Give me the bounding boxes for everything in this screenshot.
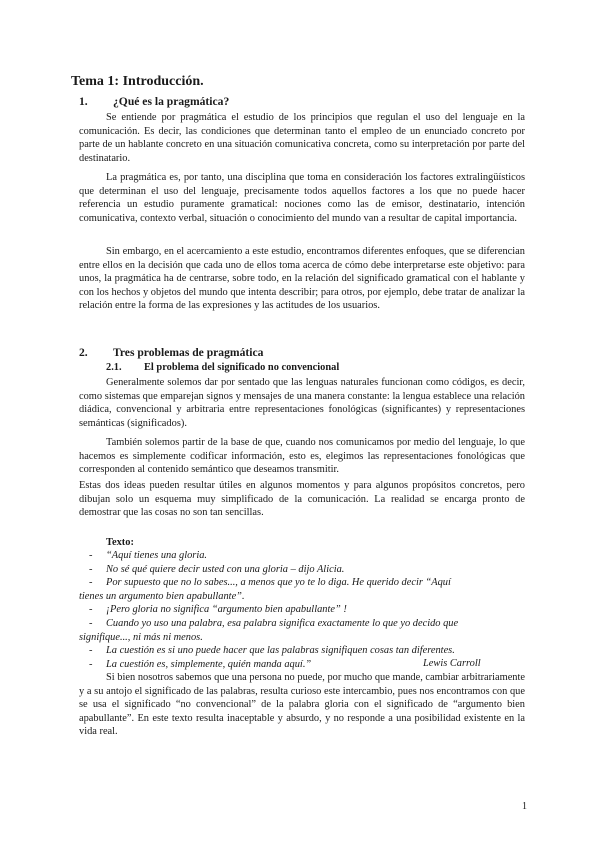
quote-text: ¡Pero gloria no significa “argumento bien apabullante” ! [106,604,347,616]
texto-label: Texto: [106,537,134,548]
quote-block [79,549,525,671]
section-1-heading [79,95,229,109]
quote-line [79,617,525,631]
quote-dash: - [89,645,93,657]
quote-line [79,576,525,590]
section-2-paragraph: Generalmente solemos dar por sentado que las lenguas naturales funcionan como códigos, es decir, como sistemas que emparejan signos y mensajes de una manera constante: la lengua establece una relación diádica, convencional y arbitraria entre representaciones fonológicas (significantes) y representaciones semánticas (significados). [79,377,525,429]
section-1-number: 1. [79,95,88,108]
subsection-2-1-number: 2.1. [106,362,122,373]
document-title: Tema 1: Introducción. [71,74,204,89]
quote-line [79,590,525,604]
subsection-2-1-title: El problema del significado no convencional [144,362,340,373]
quote-line [79,563,525,577]
section-1-title: ¿Qué es la pragmática? [113,95,230,108]
quote-author: Lewis Carroll [423,658,481,669]
quote-dash: - [89,563,93,575]
quote-text: tienes un argumento bien apabullante”. [79,590,245,602]
quote-dash: - [89,617,93,629]
quote-text: signifique..., ni más ni menos. [79,631,203,643]
section-2-paragraph: También solemos partir de la base de que, cuando nos comunicamos por medio del lenguaje, lo que hacemos es simplemente codificar información, esto es, elegimos las representaciones fonológicas que corresponden al contenido semántico que deseamos transmitir. [79,437,525,476]
quote-line [79,644,525,658]
quote-dash: - [89,577,93,589]
section-1-paragraph: Sin embargo, en el acercamiento a este estudio, encontramos diferentes enfoques, que se diferencian entre ellos en la decisión que cada uno de ellos toma acerca de cómo debe interpretarse este objetivo: para unos, la pragmática ha de centrarse, sobre todo, en la relación del significado gramatical con el hablante y con los hechos y objetos del mundo que intenta describir; para otros, por ejemplo, debe tratar de analizar la relación entre la forma de las expresiones y las actitudes de los usuarios. [79,246,525,312]
quote-line [79,603,525,617]
quote-dash: - [89,604,93,616]
quote-text: La cuestión es, simplemente, quién manda aquí.” [106,658,312,670]
quote-text: La cuestión es si uno puede hacer que las palabras signifiquen cosas tan diferentes. [106,645,455,657]
quote-text: Por supuesto que no lo sabes..., a menos que yo te lo diga. He querido decir “Aquí [106,577,451,589]
quote-text: “Aquí tienes una gloria. [106,550,208,561]
quote-text: No sé qué quiere decir usted con una gloria – dijo Alicia. [106,563,345,575]
section-2-paragraph: Estas dos ideas pueden resultar útiles en algunos momentos y para algunos propósitos concretos, pero dibujan solo un esquema muy simplificado de la comunicación. La realidad se encarga pronto de demostrar que las cosas no son tan sencillas. [79,480,525,519]
subsection-2-1-heading [106,361,339,374]
section-2-title: Tres problemas de pragmática [113,346,264,359]
closing-paragraph: Si bien nosotros sabemos que una persona no puede, por mucho que mande, cambiar arbitrariamente y a su antojo el significado de las palabras, resulta curioso este intercambio, pues nos encontramos con que se usa el significado “no convencional” de la palabra gloria con el significado de “argumento bien apabullante”. En este texto resulta inaceptable y absurdo, y no responde a una posibilidad existente en la vida real. [79,672,525,738]
section-2-number: 2. [79,346,88,359]
quote-dash: - [89,658,93,670]
quote-line [79,631,525,645]
quote-line [79,549,525,563]
quote-dash: - [89,550,93,561]
section-1-paragraph: La pragmática es, por tanto, una disciplina que toma en consideración los factores extralingüísticos que determinan el uso del lenguaje, precisamente todos aquellos factores a los que no puede hacer referencia un estudio puramente gramatical: nociones como las de emisor, destinatario, intención comunicativa, contexto verbal, situación o conocimiento del mundo van a resultar de capital importancia. [79,172,525,224]
page-number: 1 [522,801,527,812]
quote-text: Cuando yo uso una palabra, esa palabra significa exactamente lo que yo decido que [106,617,459,629]
section-1-paragraph: Se entiende por pragmática el estudio de los principios que regulan el uso del lenguaje en la comunicación. Es decir, las condiciones que determinan tanto el empleo de un enunciado concreto por parte de un hablante concreto en una situación comunicativa concreta, como su interpretación por parte del destinatario. [79,112,525,164]
section-2-heading [79,346,263,360]
